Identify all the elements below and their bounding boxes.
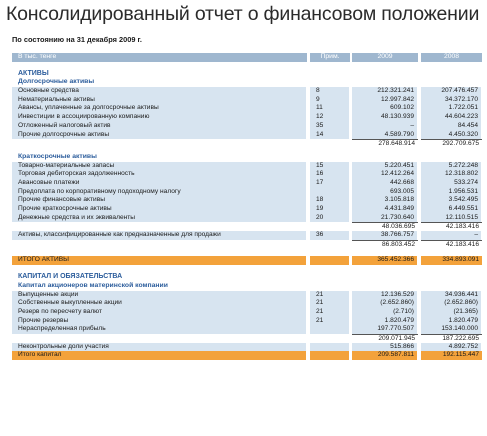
table-header bbox=[12, 53, 482, 62]
row-note: 15 bbox=[310, 162, 350, 171]
document-title: Консолидированный отчет о финансовом положении bbox=[6, 3, 480, 25]
row-note: 8 bbox=[310, 87, 350, 96]
row-value-2008: 5.272.248 bbox=[421, 162, 482, 171]
subsection-equity bbox=[12, 282, 482, 291]
row-note: 11 bbox=[310, 104, 350, 113]
subtotal-value-2009: 278.648.914 bbox=[352, 139, 418, 148]
section-title: КАПИТАЛ И ОБЯЗАТЕЛЬСТВА bbox=[18, 273, 123, 281]
table-row bbox=[12, 113, 482, 122]
table-row bbox=[12, 122, 482, 131]
table-row bbox=[12, 162, 482, 171]
subtotal-value-2009: 86.803.452 bbox=[352, 240, 418, 249]
row-label: Прочие долгосрочные активы bbox=[12, 131, 307, 140]
row-note: 19 bbox=[310, 205, 350, 214]
total-value-2009: 209.587.811 bbox=[352, 351, 418, 360]
header-units: В тыс. тенге bbox=[12, 53, 307, 62]
table-row bbox=[12, 325, 482, 334]
row-label: Собственные выкупленные акции bbox=[12, 299, 307, 308]
row-value-2008: 84.454 bbox=[421, 122, 482, 131]
row-note: 21 bbox=[310, 317, 350, 326]
subsection-title: Краткосрочные активы bbox=[18, 152, 97, 160]
row-note bbox=[310, 188, 350, 197]
row-label: Предоплата по корпоративному подоходному налогу bbox=[12, 188, 307, 197]
header-year-2009: 2009 bbox=[352, 53, 418, 62]
table-row bbox=[12, 343, 482, 352]
row-value-2009: (2.710) bbox=[352, 308, 418, 317]
row-note: 16 bbox=[310, 170, 350, 179]
total-value-2009: 365.452.366 bbox=[352, 256, 418, 265]
table-row bbox=[12, 188, 482, 197]
document-subtitle: По состоянию на 31 декабря 2009 г. bbox=[12, 35, 142, 44]
row-label: Денежные средства и их эквиваленты bbox=[12, 214, 307, 223]
subtotal-value-2009: 209.071.945 bbox=[352, 334, 418, 343]
row-value-2009: 4.431.849 bbox=[352, 205, 418, 214]
total-value-2008: 192.115.447 bbox=[421, 351, 482, 360]
subtotal-value-2008: 187.222.695 bbox=[421, 334, 482, 343]
row-value-2009: 12.997.842 bbox=[352, 96, 418, 105]
row-label: Основные средства bbox=[12, 87, 307, 96]
table-row bbox=[12, 170, 482, 179]
row-value-2008: 3.542.495 bbox=[421, 196, 482, 205]
row-note: 35 bbox=[310, 122, 350, 131]
row-value-2009: 12.136.529 bbox=[352, 291, 418, 300]
row-note bbox=[310, 325, 350, 334]
subsection-current bbox=[12, 153, 482, 162]
row-label: Товарно-материальные запасы bbox=[12, 162, 307, 171]
row-note: 14 bbox=[310, 131, 350, 140]
subtotal-row bbox=[12, 334, 482, 343]
row-value-2009: 4.589.790 bbox=[352, 131, 418, 140]
header-year-2008: 2008 bbox=[421, 53, 482, 62]
section-assets bbox=[12, 70, 482, 79]
row-value-2008: 4.892.752 bbox=[421, 343, 482, 352]
row-label: Неконтрольные доли участия bbox=[12, 343, 307, 352]
row-value-2009: 693.005 bbox=[352, 188, 418, 197]
subtotal-row bbox=[12, 222, 482, 231]
row-value-2008: 12.110.515 bbox=[421, 214, 482, 223]
section-equity-liabilities bbox=[12, 273, 482, 282]
row-note: 12 bbox=[310, 113, 350, 122]
row-label: Нераспределенная прибыль bbox=[12, 325, 307, 334]
row-label: Прочие финансовые активы bbox=[12, 196, 307, 205]
row-value-2009: 3.105.818 bbox=[352, 196, 418, 205]
total-value-2008: 334.893.091 bbox=[421, 256, 482, 265]
row-value-2009: 21.730.640 bbox=[352, 214, 418, 223]
row-value-2008: 34.372.170 bbox=[421, 96, 482, 105]
row-value-2009: – bbox=[352, 122, 418, 131]
row-label: Прочие резервы bbox=[12, 317, 307, 326]
balance-sheet-table bbox=[12, 53, 482, 360]
subsection-noncurrent bbox=[12, 78, 482, 87]
row-note: 21 bbox=[310, 299, 350, 308]
row-label: Прочие краткосрочные активы bbox=[12, 205, 307, 214]
table-row bbox=[12, 179, 482, 188]
row-value-2008: 1.956.531 bbox=[421, 188, 482, 197]
row-value-2008: (2.652.860) bbox=[421, 299, 482, 308]
row-value-2009: 1.820.479 bbox=[352, 317, 418, 326]
row-value-2009: 212.321.241 bbox=[352, 87, 418, 96]
row-label: Инвестиции в ассоциированную компанию bbox=[12, 113, 307, 122]
section-title: АКТИВЫ bbox=[18, 69, 49, 77]
subsection-title: Долгосрочные активы bbox=[18, 78, 95, 86]
row-value-2008: 34.936.441 bbox=[421, 291, 482, 300]
total-label: Итого капитал bbox=[12, 351, 307, 360]
row-value-2009: 12.412.264 bbox=[352, 170, 418, 179]
subtotal-value-2008: 42.183.416 bbox=[421, 240, 482, 249]
row-value-2008: 1.820.479 bbox=[421, 317, 482, 326]
row-value-2008: 12.318.802 bbox=[421, 170, 482, 179]
total-equity-row bbox=[12, 351, 482, 360]
header-note: Прим. bbox=[310, 53, 350, 62]
row-value-2008: – bbox=[421, 231, 482, 240]
row-note bbox=[310, 343, 350, 352]
row-value-2009: 5.220.451 bbox=[352, 162, 418, 171]
row-label: Торговая дебиторская задолженность bbox=[12, 170, 307, 179]
subsection-title: Капитал акционеров материнской компании bbox=[18, 281, 168, 289]
table-row bbox=[12, 87, 482, 96]
row-value-2009: 442.668 bbox=[352, 179, 418, 188]
row-label: Выпущенные акции bbox=[12, 291, 307, 300]
row-value-2008: 533.274 bbox=[421, 179, 482, 188]
row-value-2009: 197.770.507 bbox=[352, 325, 418, 334]
table-row bbox=[12, 291, 482, 300]
row-note: 21 bbox=[310, 291, 350, 300]
table-row bbox=[12, 205, 482, 214]
subtotal-row bbox=[12, 240, 482, 249]
row-value-2009: 515.866 bbox=[352, 343, 418, 352]
total-note bbox=[310, 256, 350, 265]
row-value-2009: (2.652.860) bbox=[352, 299, 418, 308]
table-row bbox=[12, 317, 482, 326]
row-label: Авансовые платежи bbox=[12, 179, 307, 188]
row-value-2008: (21.365) bbox=[421, 308, 482, 317]
table-row bbox=[12, 214, 482, 223]
table-row bbox=[12, 308, 482, 317]
row-value-2008: 6.449.551 bbox=[421, 205, 482, 214]
row-value-2009: 38.766.757 bbox=[352, 231, 418, 240]
total-label: ИТОГО АКТИВЫ bbox=[12, 256, 307, 265]
table-row bbox=[12, 231, 482, 240]
table-row bbox=[12, 96, 482, 105]
table-row bbox=[12, 196, 482, 205]
row-note: 36 bbox=[310, 231, 350, 240]
row-label: Нематериальные активы bbox=[12, 96, 307, 105]
table-row bbox=[12, 131, 482, 140]
row-value-2008: 1.722.051 bbox=[421, 104, 482, 113]
row-value-2009: 48.130.939 bbox=[352, 113, 418, 122]
row-label: Отложенный налоговый актив bbox=[12, 122, 307, 131]
table-row bbox=[12, 104, 482, 113]
total-assets-row bbox=[12, 256, 482, 265]
row-value-2008: 207.476.457 bbox=[421, 87, 482, 96]
row-label: Активы, классифицированные как предназначенные для продажи bbox=[12, 231, 307, 240]
subtotal-row bbox=[12, 139, 482, 148]
row-note: 17 bbox=[310, 179, 350, 188]
row-value-2008: 153.140.000 bbox=[421, 325, 482, 334]
row-note: 9 bbox=[310, 96, 350, 105]
total-note bbox=[310, 351, 350, 360]
subtotal-value-2008: 42.183.416 bbox=[421, 222, 482, 231]
subtotal-value-2008: 292.709.675 bbox=[421, 139, 482, 148]
row-value-2008: 44.604.223 bbox=[421, 113, 482, 122]
row-value-2009: 609.102 bbox=[352, 104, 418, 113]
row-label: Резерв по пересчету валют bbox=[12, 308, 307, 317]
table-row bbox=[12, 299, 482, 308]
row-label: Авансы, уплаченные за долгосрочные активы bbox=[12, 104, 307, 113]
row-value-2008: 4.450.320 bbox=[421, 131, 482, 140]
row-note: 20 bbox=[310, 214, 350, 223]
row-note: 18 bbox=[310, 196, 350, 205]
subtotal-value-2009: 48.036.695 bbox=[352, 222, 418, 231]
row-note: 21 bbox=[310, 308, 350, 317]
